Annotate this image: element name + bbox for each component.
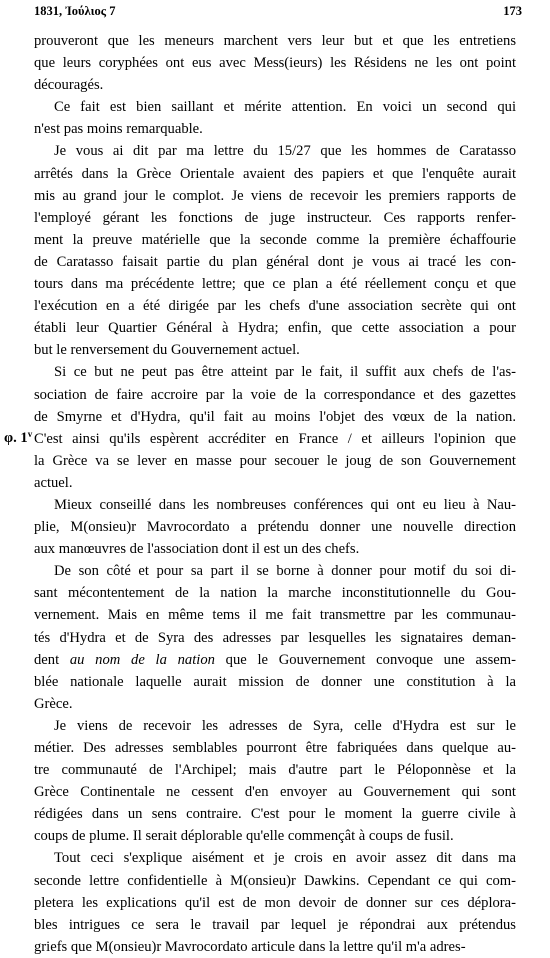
text-line: Si ce but ne peut pas être atteint par le fait, il suffit aux chefs de l'as-: [54, 364, 516, 381]
text-line: tours dans ma précédente lettre; que ce plan a été réellement conçu et que: [34, 276, 516, 293]
paragraph: [34, 140, 516, 361]
text-line: but le renversement du Gouvernement actuel.: [34, 342, 300, 359]
text-line: coups de plume. Il serait déplorable qu'elle commençât à coups de fusil.: [34, 828, 454, 845]
text-line: bles intrigues ce sera le travail par lequel je répondrai aux prétendus: [34, 916, 516, 933]
text-line: blée nationale laquelle aurait mission de donner une constitution à la: [34, 673, 516, 690]
text-line: arrêtés dans la Grèce Orientale avaient des papiers et que l'enquête aurait: [34, 165, 516, 182]
text-line: tre communauté de l'Archipel; mais d'autre part le Péloponnèse et la: [34, 762, 516, 779]
paragraph: [34, 96, 516, 140]
text-line: métier. Des adresses semblables pourront être fabriquées dans quelque au-: [34, 740, 516, 756]
paragraph: [34, 361, 516, 494]
text-line: découragés.: [34, 77, 104, 94]
text-line: tés d'Hydra et de Syra des adresses par lesquelles les signataires deman-: [34, 629, 516, 646]
text-line: sant mécontentement de la nation la marche inconstitutionnelle du Gou-: [34, 585, 516, 602]
text-line: de Smyrne et d'Hydra, qu'il fait au moins l'objet des vœux de la nation.: [34, 408, 516, 425]
margin-folio-sup: v: [27, 428, 33, 439]
text-line: Grèce Continentale ne cessent d'en envoyer au Gouvernement qui sont: [34, 784, 516, 801]
text-line: la Grèce va se lever en masse pour secouer le joug de son Gouvernement: [34, 452, 516, 469]
header-date: 1831, Ἰούλιος 7: [34, 4, 116, 18]
text-line: Ce fait est bien saillant et mérite attention. En voici un second qui: [54, 99, 516, 116]
text-line: pletera les explications qu'il est de mon devoir de donner sur ces déplora-: [34, 894, 516, 911]
text-line: Je vous ai dit par ma lettre du 15/27 que les hommes de Caratasso: [54, 143, 516, 160]
margin-folio-text: φ. 1: [4, 429, 28, 446]
text-line: rédigées dans un sens contraire. C'est pour le moment la guerre civile à: [34, 806, 516, 823]
text-line: que leurs coryphées ont eus avec Mess(ieurs) les Résidens ne les ont point: [34, 55, 516, 72]
text-line: l'exécution en a été dirigée par les chefs d'une association secrète qui ont: [34, 298, 516, 315]
text-line: l'employé gérant les fonctions de juge instructeur. Ces rapports renfer-: [34, 209, 516, 226]
text-line: plie, M(onsieu)r Mavrocordato a prétendu donner une nouvelle direction: [34, 519, 516, 536]
paragraph: [34, 560, 516, 715]
text-line: ment la preuve matérielle que la seconde comme la première échaffourie: [34, 231, 516, 248]
paragraph: [34, 494, 516, 560]
text-line: C'est ainsi qu'ils espèrent accréditer en France / et ailleurs l'opinion que: [34, 430, 516, 447]
paragraph: [34, 30, 516, 96]
paragraph: [34, 847, 516, 957]
text-line: Tout ceci s'explique aisément et je crois en avoir assez dit dans ma: [54, 850, 516, 867]
document-body: [34, 30, 516, 958]
text-line: de Caratasso faisait partie du plan général dont je vous ai tracé les con-: [34, 253, 516, 270]
text-line: griefs que M(onsieu)r Mavrocordato articule dans la lettre qu'il m'a adres-: [34, 938, 466, 955]
margin-folio-note: [4, 429, 32, 447]
text-line: dent au nom de la nation que le Gouvernement convoque une assem-: [34, 651, 516, 668]
text-line: Grèce.: [34, 695, 73, 712]
text-line: vernement. Mais en même tems il me fait transmettre par les communau-: [34, 607, 516, 624]
text-line: Mieux conseillé dans les nombreuses conférences qui ont eu lieu à Nau-: [54, 496, 516, 513]
text-line: n'est pas moins remarquable.: [34, 121, 203, 138]
text-line: sociation de faire accroire par la voie de la correspondance et des gazettes: [34, 386, 516, 403]
paragraph: [34, 715, 516, 848]
running-header: [34, 4, 522, 22]
text-line: De son côté et pour sa part il se borne à donner pour motif du soi di-: [54, 563, 516, 580]
text-line: aux manœuvres de l'association dont il est un des chefs.: [34, 541, 360, 558]
page-number: 173: [503, 4, 522, 18]
text-line: actuel.: [34, 474, 73, 491]
text-line: prouveront que les meneurs marchent vers leur but et que les entretiens: [34, 33, 516, 49]
text-line: Je viens de recevoir les adresses de Syra, celle d'Hydra est sur le: [54, 717, 516, 734]
text-line: mis au grand jour le complot. Je viens de recevoir les premiers rapports de: [34, 187, 516, 204]
text-line: seconde lettre confidentielle à M(onsieu)r Dawkins. Cependant ce qui com-: [34, 872, 516, 889]
text-line: établi leur Quartier Général à Hydra; enfin, que cette association a pour: [34, 320, 516, 337]
